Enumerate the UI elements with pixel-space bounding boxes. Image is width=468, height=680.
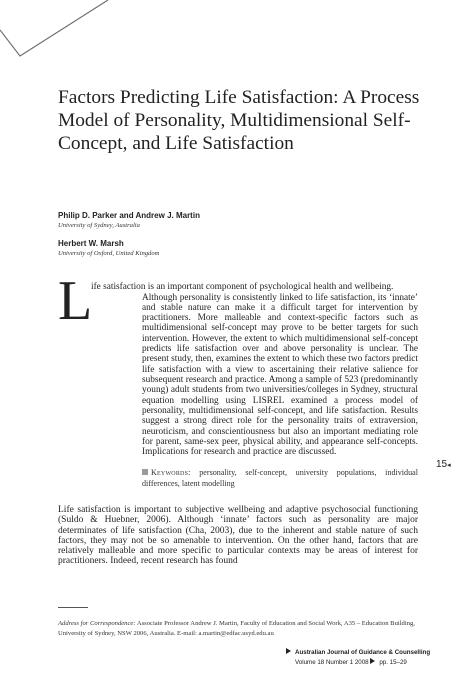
abstract-first-line: ife satisfaction is an important component of psychological health and wellbeing.: [91, 282, 394, 292]
footnote-label: Address for Correspondence:: [58, 620, 136, 627]
author-affiliation-2: University of Oxford, United Kingdom: [58, 250, 160, 257]
journal-name: Australian Journal of Guidance & Counselling: [295, 649, 431, 656]
author-names-1: Philip D. Parker and Andrew J. Martin: [58, 211, 200, 220]
article-title: Factors Predicting Life Satisfaction: A Process Model of Personality, Multidimensional Self-Concept, and Life Satisfaction: [58, 87, 420, 154]
journal-pages: pp. 15–29: [379, 658, 407, 666]
author-block: [58, 211, 418, 258]
keywords-text: personality, self-concept, university populations, individual differences, latent modelling: [142, 468, 418, 488]
correspondence-footnote: [58, 619, 428, 638]
journal-info: [286, 648, 436, 667]
abstract-text: Although personality is consistently linked to life satisfaction, its ‘innate’ and stable nature can make it a difficult target for intervention by practitioners. More malleable and context-specific factors such as multidimensional self-concept may prove to be better targets for such intervention. However, the extent to which multidimensional self-concept predicts life satisfaction over and above personality is unclear. The present study, then, examines the extent to which these two factors predict life satisfaction with a view to ascertaining their relative salience for subsequent research and practice. Among a sample of 523 (predominantly young) adult students from two universities/colleges in Sydney, structural equation modelling using LISREL examined a process model of personality, multidimensional self-concept, and life satisfaction. Results suggest a strong direct role for the personality traits of extraversion, neuroticism, and conscientiousness but also an important mediating role for parent, same-sex peer, physical ability, and appearance self-concepts. Implications for research and practice are discussed.: [142, 292, 418, 458]
checkmark-icon: [0, 0, 120, 70]
author-names-2: Herbert W. Marsh: [58, 239, 124, 248]
triangle-right-icon-2: [370, 658, 375, 664]
triangle-right-icon: [286, 648, 291, 654]
footnote-divider: [58, 607, 88, 608]
keywords: [142, 468, 418, 489]
abstract-dropcap: L: [58, 270, 93, 332]
footnote-text: Associate Professor Andrew J. Martin, Faculty of Education and Social Work, A35 – Education Building, University of Sydney, NSW 2006, Australia. E-mail: a.martin@edfac.usyd.edu.au: [58, 620, 415, 637]
triangle-left-icon: ◂: [447, 462, 451, 469]
keywords-label: Keywords:: [151, 468, 191, 477]
author-affiliation-1: University of Sydney, Australia: [58, 222, 140, 229]
journal-issue: Volume 18 Number 1 2008: [295, 658, 369, 666]
keyword-bullet-icon: [142, 469, 148, 475]
body-paragraph: Life satisfaction is important to subjective wellbeing and adaptive psychosocial functioning (Suldo & Huebner, 2006). Although ‘innate’ factors such as personality are major determinates of life satisfaction (Cha, 2003), due to the inherent and stable nature of such factors, they may not be so amenable to intervention. On the other hand, factors that are relatively malleable and more specific to particular contexts may be areas of interest for practitioners. Indeed, recent research has found: [58, 505, 418, 567]
page-number-value: 15: [436, 459, 448, 470]
page-number: [436, 459, 451, 470]
